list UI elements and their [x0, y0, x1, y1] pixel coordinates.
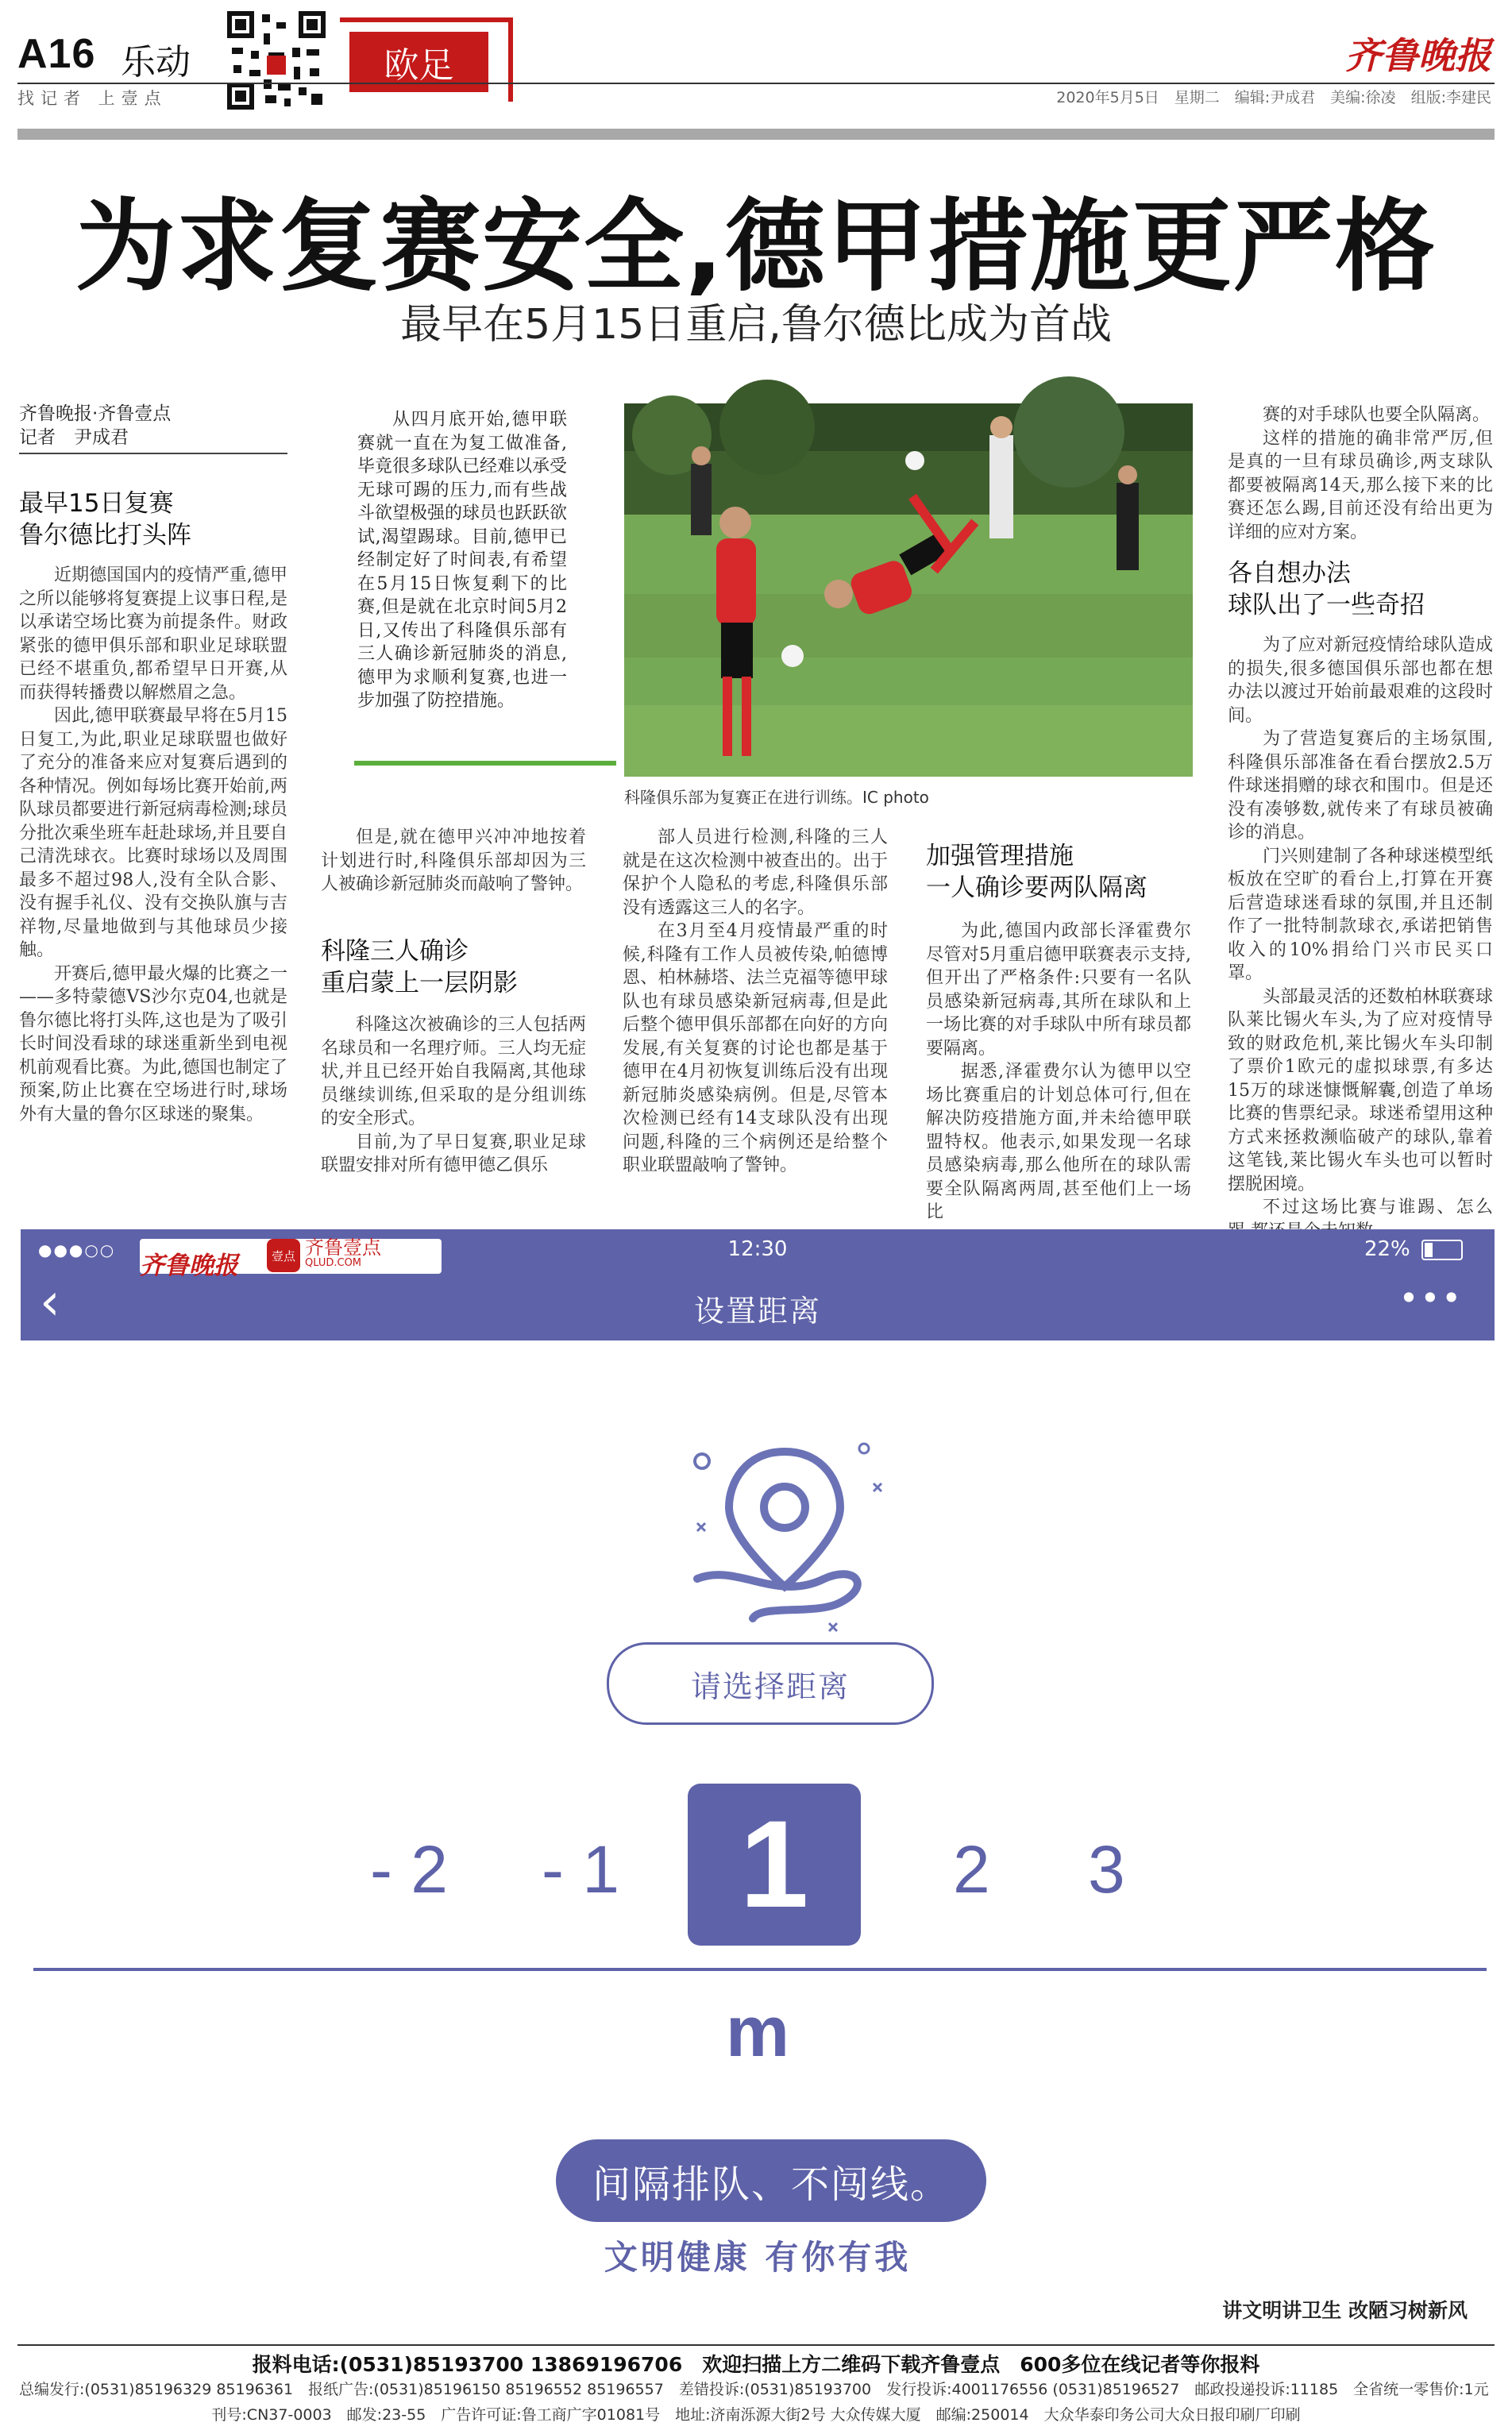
ad-logo-qlud: 齐鲁壹点 QLUD.COM: [305, 1236, 381, 1269]
qr-code[interactable]: [227, 11, 326, 110]
public-service-ad: [21, 1229, 1495, 2339]
intro-box: 从四月底开始,德甲联赛就一直在为复工做准备,毕竟很多球队已经难以承受无球可踢的压力,而有些战斗欲望极强的球员也跃跃欲试,渴望踢球。目前,德甲已经制定好了时间表,有希望在5月15日恢复剩下的比赛,但是就在北京时间5月2日,又传出了科隆俱乐部有三人确诊新冠肺炎的消息,德甲为求顺利复赛,也进一步加强了防控措施。: [357, 410, 568, 711]
header-band: [17, 129, 1495, 140]
battery-indicator: 22%: [1364, 1237, 1463, 1261]
section-sub: 找记者 上壹点: [17, 89, 168, 108]
column-1: 近期德国国内的疫情严重,德甲之所以能够将复赛提上议事日程,是以承诺空场比赛为前提条件。财政紧张的德甲俱乐部和职业足球联盟已经不堪重负,都希望早日开赛,从而获得转播费以解燃眉之急。 因此,德甲联赛最早将在5月15日复工,为此,职业足球联盟也做好了充分的准备来应对复赛后遇到的各种情况。例如每场比赛开始前,两队球员都要进行新冠病毒检测;球员分批次乘坐班车赶赴球场,并且要自己清洗球衣。比赛时球场以及周围最多不超过98人,没有全队合影、没有握手礼仪、没有交换队旗与吉祥物,尽量地做到与其他球员少接触。 开赛后,德甲最火爆的比赛之一——多特蒙德VS沙尔克04,也就是鲁尔德比将打头阵,这也是为了吸引长时间没看球的球迷重新坐到电视机前观看比赛。为此,德国也制定了预案,防止比赛在空场进行时,球场外有大量的鲁尔区球迷的聚集。: [19, 565, 287, 1124]
page-code: A16: [17, 31, 96, 77]
ad-phone-bar: [21, 1229, 1495, 1340]
footer-publication-info: 刊号:CN37-0003 邮发:23-55 广告许可证:鲁工商广字01081号 地址:济南泺源大街2号 大众传媒大厦 邮编:250014 大众华泰印务公司大众日报印刷厂印刷: [211, 2406, 1301, 2424]
choose-distance-button[interactable]: 请选择距离: [607, 1642, 934, 1725]
section-heading-2: 科隆三人确诊 重启蒙上一层阴影: [321, 937, 518, 997]
headline: 为求复赛安全,德甲措施更严格: [75, 188, 1437, 305]
footer-hotline: 报料电话:(0531)85193700 13869196706 欢迎扫描上方二维码下载齐鲁壹点 600多位在线记者等你报料: [252, 2353, 1260, 2376]
column-5b: 为了应对新冠疫情给球队造成的损失,很多德国俱乐部也都在想办法以渡过开始前最艰难的这段时间。 为了营造复赛后的主场氛围,科隆俱乐部准备在看台摆放2.5万件球迷捐赠的球衣和围巾。但是还没有凑够数,就传来了有球员被确诊的消息。 门兴则建制了各种球迷模型纸板放在空旷的看台上,打算在开赛后营造球迷看球的氛围,并且还制作了一批特制款球衣,承诺把销售收入的10%捐给门兴市民买口罩。 头部最灵活的还数柏林联赛球队莱比锡火车头,为了应对疫情导致的财政危机,莱比锡火车头印制了票价1欧元的虚拟球票,有多达15万的球迷慷慨解囊,创造了单场比赛的售票纪录。球迷希望用这种方式来拯救濒临破产的球队,靠着这笔钱,莱比锡火车头也可以暂时摆脱困境。 不过这场比赛与谁踢、怎么: [1228, 635, 1493, 1217]
newspaper-logo: 齐鲁晚报: [1345, 34, 1491, 77]
header-rule: [17, 83, 1495, 84]
section-name: 乐动: [121, 42, 191, 83]
distance-option[interactable]: - 1: [542, 1832, 620, 1907]
distance-option-selected[interactable]: 1: [688, 1784, 861, 1946]
section-heading-4: 各自想办法 球队出了一些奇招: [1228, 559, 1425, 619]
section-tag: 欧足: [349, 32, 488, 92]
column-3: 部人员进行检测,科隆的三人就是在这次检测中被查出的。出于保护个人隐私的考虑,科隆俱乐部没有透露这三人的名字。 在3月至4月疫情最严重的时候,科隆有工作人员被传染,帕德博恩、柏林赫塔、法兰克福等德甲球队也有球员感染新冠病毒,但是此后整个德甲俱乐部都在向好的方向发展,有关复赛的讨论也都是基于德甲在4月初恢复训练后没有出现新冠肺炎感染病例。但是,尽管本次检测已经有14支球队没有出现问题,科隆的三个病例还是给整个职业联盟敲响了警钟。: [623, 827, 888, 1175]
ad-slogan-2: 文明健康 有你有我: [604, 2238, 912, 2277]
photo-caption: 科隆俱乐部为复赛正在进行训练。IC photo: [624, 788, 929, 807]
more-icon[interactable]: •••: [1398, 1279, 1463, 1317]
section-heading-1: 最早15日复赛 鲁尔德比打头阵: [19, 489, 191, 550]
distance-option[interactable]: 2: [953, 1832, 990, 1907]
column-2a: 但是,就在德甲兴冲冲地按着计划进行时,科隆俱乐部却因为三人被确诊新冠肺炎而敲响了警钟。: [321, 827, 586, 894]
byline-rule: [19, 453, 287, 454]
intro-box-rule: [354, 761, 616, 766]
ad-logo-badge: 壹点: [267, 1239, 300, 1272]
battery-icon: [1421, 1240, 1463, 1260]
ad-logo-qilu: 齐鲁晚报: [140, 1252, 238, 1280]
location-pin-icon: [665, 1428, 904, 1634]
distance-option[interactable]: - 2: [370, 1832, 449, 1907]
signal-icon: ●●●○○: [38, 1240, 116, 1259]
subheadline: 最早在5月15日重启,鲁尔德比成为首战: [400, 301, 1112, 349]
byline: 齐鲁晚报·齐鲁壹点 记者 尹成君: [19, 403, 172, 448]
training-photo: [624, 403, 1193, 777]
distance-option[interactable]: 3: [1088, 1832, 1125, 1907]
ad-slogan-3: 讲文明讲卫生 改陋习树新风: [1222, 2299, 1468, 2322]
distance-slider-track[interactable]: [33, 1968, 1487, 1971]
footer-contacts: 总编发行:(0531)85196329 85196361 报纸广告:(0531)85196150 85196552 85196557 差错投诉:(0531)85193700 发行投诉:4001176556 (0531)85196527 邮政投递投诉:11185 全省统一零售价:1元: [19, 2381, 1489, 2398]
column-2b: 科隆这次被确诊的三人包括两名球员和一名理疗师。三人均无症状,并且已经开始自我隔离,其他球员继续训练,但采取的是分组训练的安全形式。 目前,为了早日复赛,职业足球联盟安排对所有德甲德乙俱乐: [321, 1015, 586, 1175]
ad-screen-title: 设置距离: [693, 1294, 821, 1329]
section-heading-3: 加强管理措施 一人确诊要两队隔离: [926, 842, 1148, 902]
ad-time: 12:30: [727, 1237, 788, 1261]
header-meta: 2020年5月5日 星期二 编辑:尹成君 美编:徐凌 组版:李建民: [1056, 89, 1491, 106]
column-4: 为此,德国内政部长泽霍费尔尽管对5月重启德甲联赛表示支持,但开出了严格条件:只要有一名队员感染新冠病毒,其所在球队和上一场比赛的对手球队中所有球员都要隔离。 据悉,泽霍费尔认为德甲以空场比赛重启的计划总体可行,但在解决防疫措施方面,并未给德甲联盟特权。他表示,如果发现一名球员感染病毒,那么他所在的球队需要全队隔离两周,甚至他们上一场比: [926, 921, 1191, 1222]
footer-rule: [17, 2344, 1495, 2346]
distance-unit: m: [725, 1992, 790, 2072]
back-arrow-icon[interactable]: ‹: [40, 1273, 60, 1332]
training-photo-illustration: [624, 403, 1193, 777]
ad-slogan: 间隔排队、不闯线。: [556, 2139, 986, 2222]
column-5a: 赛的对手球队也要全队隔离。 这样的措施的确非常严厉,但是真的一旦有球员确诊,两支球队都要被隔离14天,那么接下来的比赛还怎么踢,目前还没有给出更为详细的应对方案。: [1228, 405, 1493, 542]
